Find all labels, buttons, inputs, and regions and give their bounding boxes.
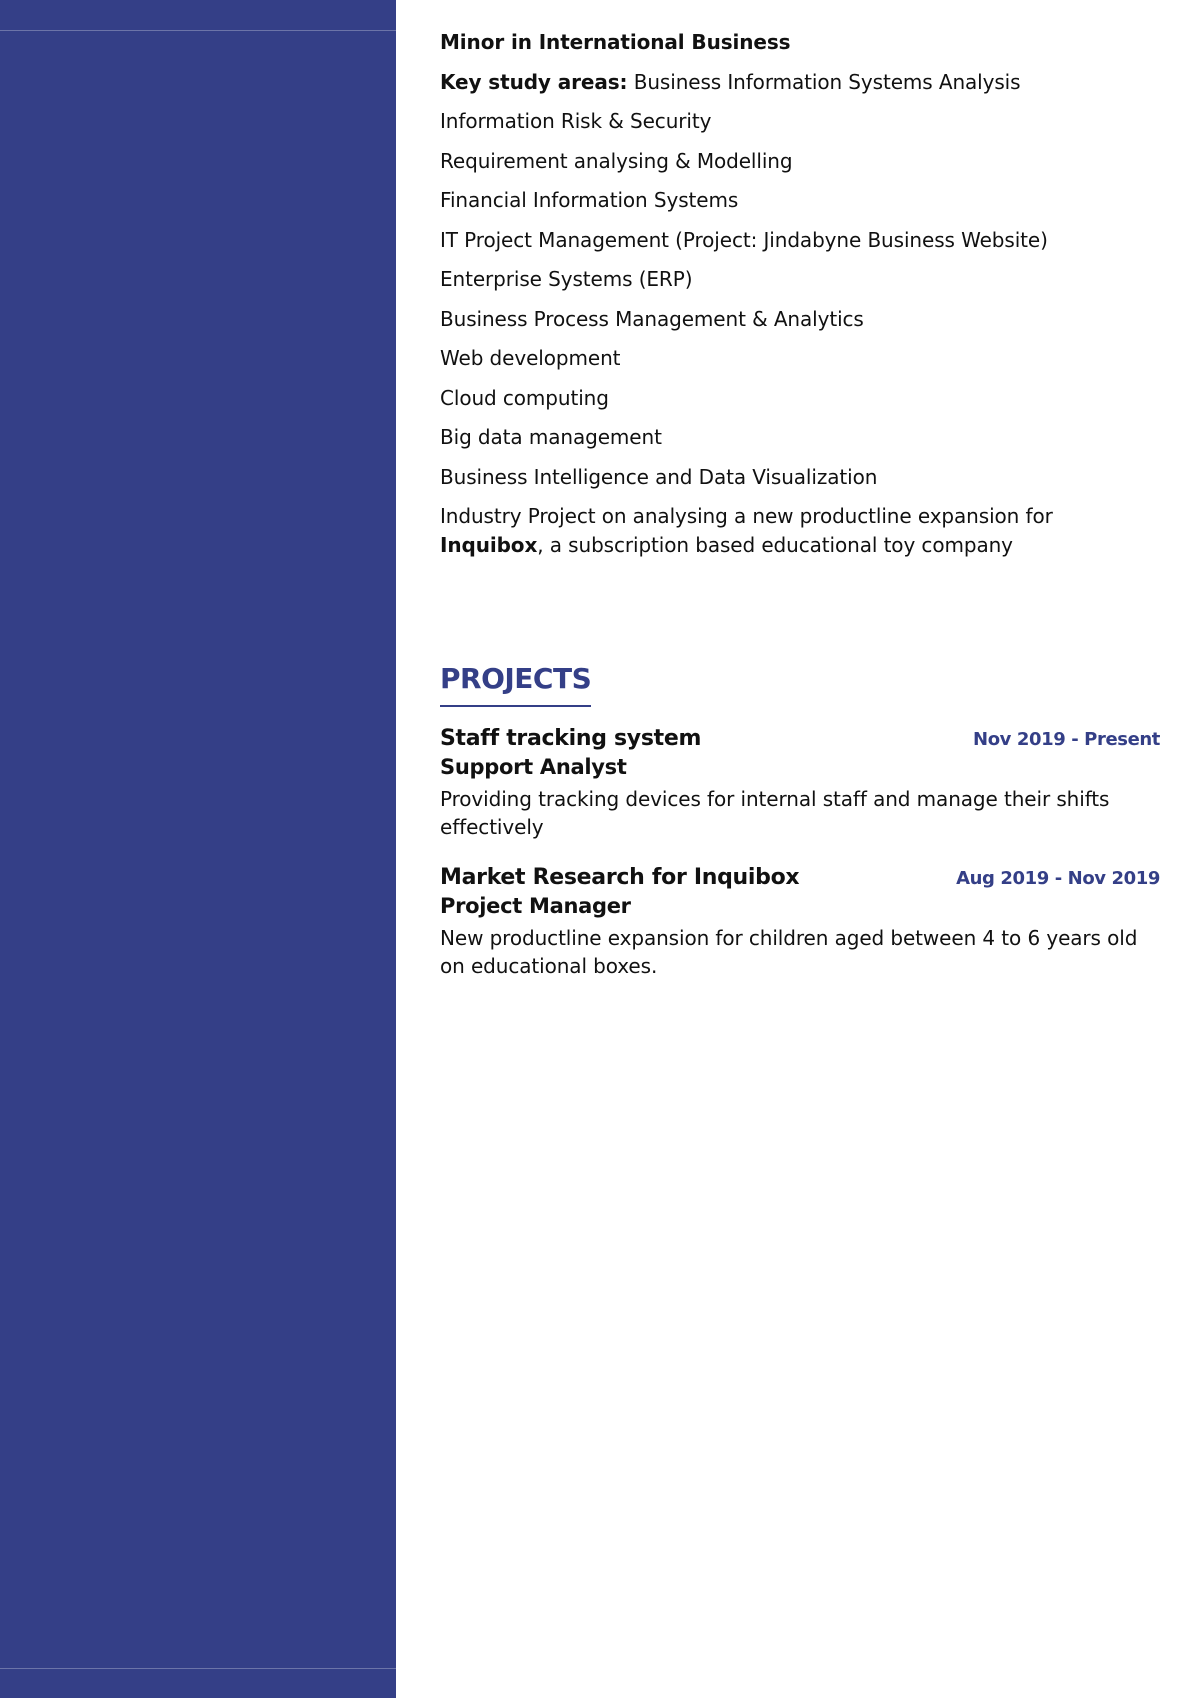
project-date: Nov 2019 - Present (973, 728, 1160, 750)
study-area-item: Cloud computing (440, 385, 609, 410)
project-header (440, 864, 1160, 892)
key-study-label: Key study areas: (440, 69, 628, 94)
education-minor: Minor in International Business (440, 30, 791, 54)
industry-project-suffix: , a subscription based educational toy company (537, 532, 1013, 557)
industry-project-prefix: Industry Project on analysing a new productline expansion for (440, 504, 1053, 528)
study-area-item: Information Risk & Security (440, 109, 712, 133)
main-content (440, 28, 1160, 981)
project-description: Providing tracking devices for internal staff and manage their shifts effectively (440, 786, 1110, 839)
study-area-item: Enterprise Systems (ERP) (440, 267, 693, 291)
study-area-item: Web development (440, 346, 621, 370)
sidebar-divider-top (0, 30, 396, 31)
study-area-item: Requirement analysing & Modelling (440, 148, 793, 173)
project-header (440, 725, 1160, 753)
education-section (440, 28, 1160, 559)
sidebar-panel (0, 0, 396, 1698)
project-description: New productline expansion for children aged between 4 to 6 years old on educational boxes. (440, 925, 1138, 978)
projects-heading: PROJECTS (440, 661, 591, 707)
study-area-item: Business Process Management & Analytics (440, 306, 864, 331)
industry-project (440, 502, 1160, 559)
project-role: Project Manager (440, 893, 631, 918)
study-area-item: Business Intelligence and Data Visualization (440, 464, 878, 489)
sidebar-divider-bottom (0, 1668, 396, 1669)
project-entry (440, 725, 1160, 842)
industry-project-company: Inquibox (440, 532, 538, 557)
project-date: Aug 2019 - Nov 2019 (956, 867, 1160, 889)
project-role: Support Analyst (440, 754, 627, 779)
study-area-item: Financial Information Systems (440, 188, 739, 212)
key-study-areas (440, 68, 1160, 96)
project-name: Staff tracking system (440, 725, 702, 751)
study-area-item: Big data management (440, 425, 662, 449)
study-area-item: IT Project Management (Project: Jindabyne Business Website) (440, 227, 1048, 252)
project-entry (440, 864, 1160, 981)
key-study-first-area: Business Information Systems Analysis (633, 69, 1021, 94)
project-name: Market Research for Inquibox (440, 864, 800, 890)
